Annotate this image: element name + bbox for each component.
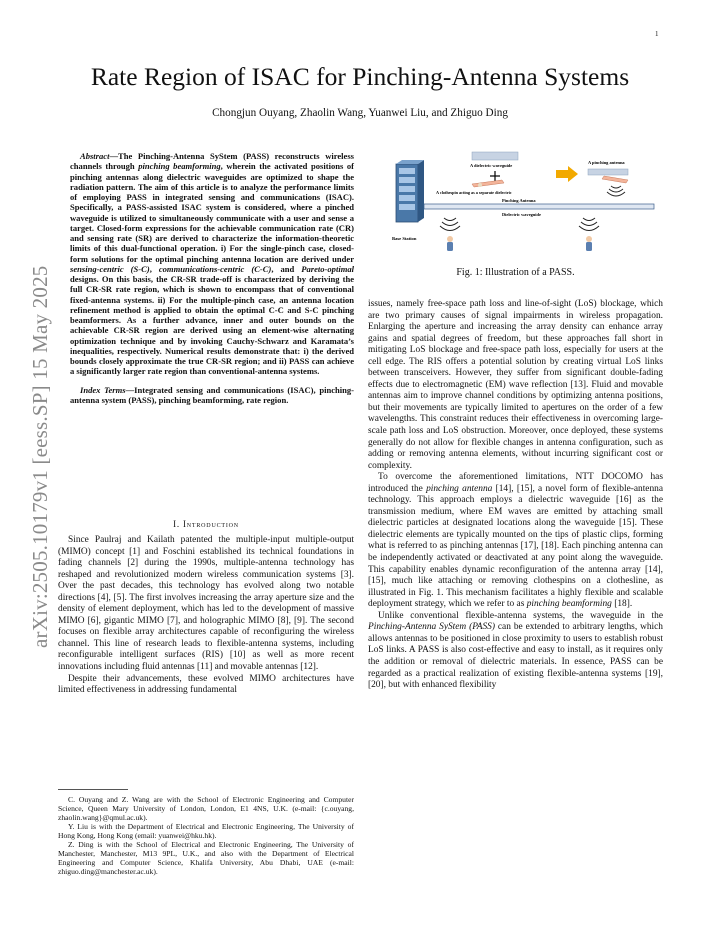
text-run: Unlike conventional flexible-antenna systems, the waveguide in the [378,610,663,621]
section-heading-text: I. Introduction [173,519,239,529]
footnote: Y. Liu is with the Department of Electrical and Electronic Engineering, The University of Hong Kong, Hong Kong (email: yuanwei@hku.hk). [58,822,354,840]
clothespin-icon [472,180,504,187]
plus-icon [490,171,500,181]
emphasis: pinching beamforming [526,599,612,610]
paragraph: Since Paulraj and Kailath patented the multiple-input multiple-output (MIMO) concept [1] and Foschini established its technical foundations in fading channels [2] during the 1990s, multiple-antenna technology has reshaped and revolutionized modern wireless communication systems [3]. Over the past decades, this technology has evolved along two notable directions [4], [5]. The first involves increasing the array aperture size and the density of element deployment, which has led to the development of massive MIMO [6], gigantic MIMO [7], and holographic MIMO [8], [9]. The second focuses on flexible array architectures capable of reconfiguring the wireless channel. This line of research leads to flexible-antenna systems, including reconfigurable intelligent surfaces (RIS) [10] as well as more recent innovations including fluid antennas [11] and movable antennas [12]. [58,535,354,673]
abstract-label: Abstract [80,151,110,161]
text-run: [14], [15], a novel form of flexible-antenna technology. This approach employs a dielectric waveguide [16] as the transmission medium, where EM waves are emitted by attaching small dielectric particles at designated locations along the waveguide [15]. These dielectric elements are typically mounted on the tips of plastic clips, forming what is referred to as pinching antennas [17], [18]. Each pinching antenna can be independently activated or deactivated at any point along the waveguide. This capability enables dynamic reconfiguration of the antenna array [14], [15], much like attaching or removing clothespins on a clothesline, as illustrated in Fig. 1. This mechanism facilitates a highly flexible and scalable deployment strategy, which we refer to as [368,483,664,610]
right-column-body [368,299,663,692]
signal-icon [440,218,460,231]
abstract-emphasis: Pareto-optimal [301,263,354,274]
abstract-text: designs. On this basis, the CR-SR trade-off is characterized by deriving the full CR-SR rate region, which is shown to encompass that of conventional fixed-antenna systems. ii) For the multiple-pinch case, an antenna location refinement method is applied to obtain the optimal C-C and S-C pinching beamformers. As a further advance, inner and outer bounds on the achievable CR-SR region are derived using an element-wise alternating optimization technique and by invoking Cauchy-Schwarz and Karamata’s inequalities, respectively. Numerical results demonstrate that: i) the derived bounds closely approximate the true CR-SR region; and ii) PASS can achieve a significantly larger rate region than conventional-antenna systems. [70,274,354,377]
abstract [70,151,354,405]
index-terms-label: Index Terms [80,384,126,395]
footnotes [58,795,354,876]
intro-body [58,535,354,697]
abstract-text: , wherein the activated positions of pinching antennas along dielectric waveguides are optimized to shape the radiation pattern. The aim of this article is to analyze the performance limits of employing PASS in integrated sensing and communications (ISAC). Specifically, a PASS-assisted ISAC system is considered, where a pinched waveguide is utilized to simultaneously communicate with a user and sense a target. Closed-form expressions for the achievable communication rate (CR) and sensing rate (SR) are derived to characterize the information-theoretic limits of this dual-functional operation. i) For the single-pinch case, closed-form solutions for the optimal pinching antenna location are derived under [70,161,354,264]
paragraph: Despite their advancements, these evolved MIMO architectures have limited effectiveness in addressing fundamental [58,673,354,696]
page-number: 1 [655,30,659,38]
section-heading [58,519,354,529]
pinching-antenna-bar-label: Pinching Antenna [502,198,536,203]
index-terms-text: —Integrated sensing and communications (ISAC), pinching-antenna system (PASS), pinching beamforming, rate region. [70,384,354,405]
footnote: Z. Ding is with the School of Electrical and Electronic Engineering, The University of Manchester, Manchester, M13 9PL, U.K., and also with the Department of Electrical Engineering and Computer Science, Khalifa University, Abu Dhabi, UAE (e-mail: zhiguo.ding@manchester.ac.uk). [58,840,354,876]
paragraph [368,611,663,692]
waveguide-bar [424,204,654,209]
abstract-text: , and [271,263,302,274]
signal-icon [607,186,625,196]
inset-waveguide-label: A dielectric waveguide [470,163,513,168]
user-icon [447,236,453,251]
paper-authors: Chongjun Ouyang, Zhaolin Wang, Yuanwei Liu, and Zhiguo Ding [212,107,508,119]
base-station-label: Base Station [392,236,417,241]
pinching-antenna-icon [588,169,628,183]
figure-caption: Fig. 1: Illustration of a PASS. [456,267,575,278]
paragraph [368,472,663,611]
waveguide-bar-label: Dielectric waveguide [502,212,541,217]
paragraph: issues, namely free-space path loss and line-of-sight (LoS) blockage, which are two primary causes of signal impairments in wireless propagation. Enlarging the aperture and increasing the array density can enhance array gains and spatial degrees of freedom, but these approaches fall short in mitigating LoS blockage and free-space path loss, especially for users at the cell edge. The RIS offers a potential solution by creating virtual LoS links between transceivers. However, they suffer from significant double-fading effects due to electromagnetic (EM) wave reflection [13]. Fluid and movable antennas aim to improve channel conditions by optimizing antenna positions, but their movements are typically limited to apertures on the order of a few wavelengths. This constraint reduces their effectiveness in overcoming large-scale path loss and LoS obstruction. Moreover, once deployed, these systems generally do not allow for flexible changes in antenna configuration, such as adding or removing antenna elements, without incurring significant cost or complexity. [368,299,663,471]
abstract-text: , [149,263,159,274]
waveguide-inset [472,152,518,160]
text-run: [18]. [611,599,633,610]
text-run: can be extended to arbitrary lengths, which allows antennas to be positioned in close proximity to users to establish robust LoS links. A PASS is also cost-effective and easy to install, as it requires only the addition or removal of dielectric materials. In essence, PASS can be regarded as a practical realization of existing flexible-antenna systems [19], [20], but with enhanced flexibility [368,622,663,691]
abstract-emphasis: sensing-centric (S-C) [70,263,150,274]
footnote-rule [58,789,128,790]
footnote: C. Ouyang and Z. Wang are with the School of Electronic Engineering and Computer Science, Queen Mary University of London, London, E1 4NS, U.K. (e-mail: {c.ouyang, zhaolin.wang}@qmul.ac.uk). [58,795,354,822]
abstract-text: —The Pinching-Antenna SyStem (PASS) reconstructs wireless channels through [70,151,354,172]
clothespin-label: A clothespin acting as a separate dielectric [436,190,512,195]
figure-pass-illustration [390,146,660,254]
pinching-antenna-label: A pinching antenna [588,160,625,165]
signal-icon [579,218,599,231]
emphasis: pinching antenna [426,483,493,494]
user-icon [586,236,592,251]
index-terms [70,385,354,406]
emphasis: Pinching-Antenna SyStem (PASS) [368,622,495,633]
arrow-right-icon [556,166,578,182]
base-station-icon [396,160,424,222]
text-run: To overcome the aforementioned limitations, NTT DOCOMO has introduced the [368,472,663,494]
abstract-emphasis: communications-centric (C-C) [158,263,272,274]
abstract-emphasis: pinching beamforming [138,161,221,172]
paper-title: Rate Region of ISAC for Pinching-Antenna Systems [90,62,630,91]
arxiv-identifier[interactable]: arXiv:2505.10179v1 [eess.SP] 15 May 2025 [28,265,52,648]
